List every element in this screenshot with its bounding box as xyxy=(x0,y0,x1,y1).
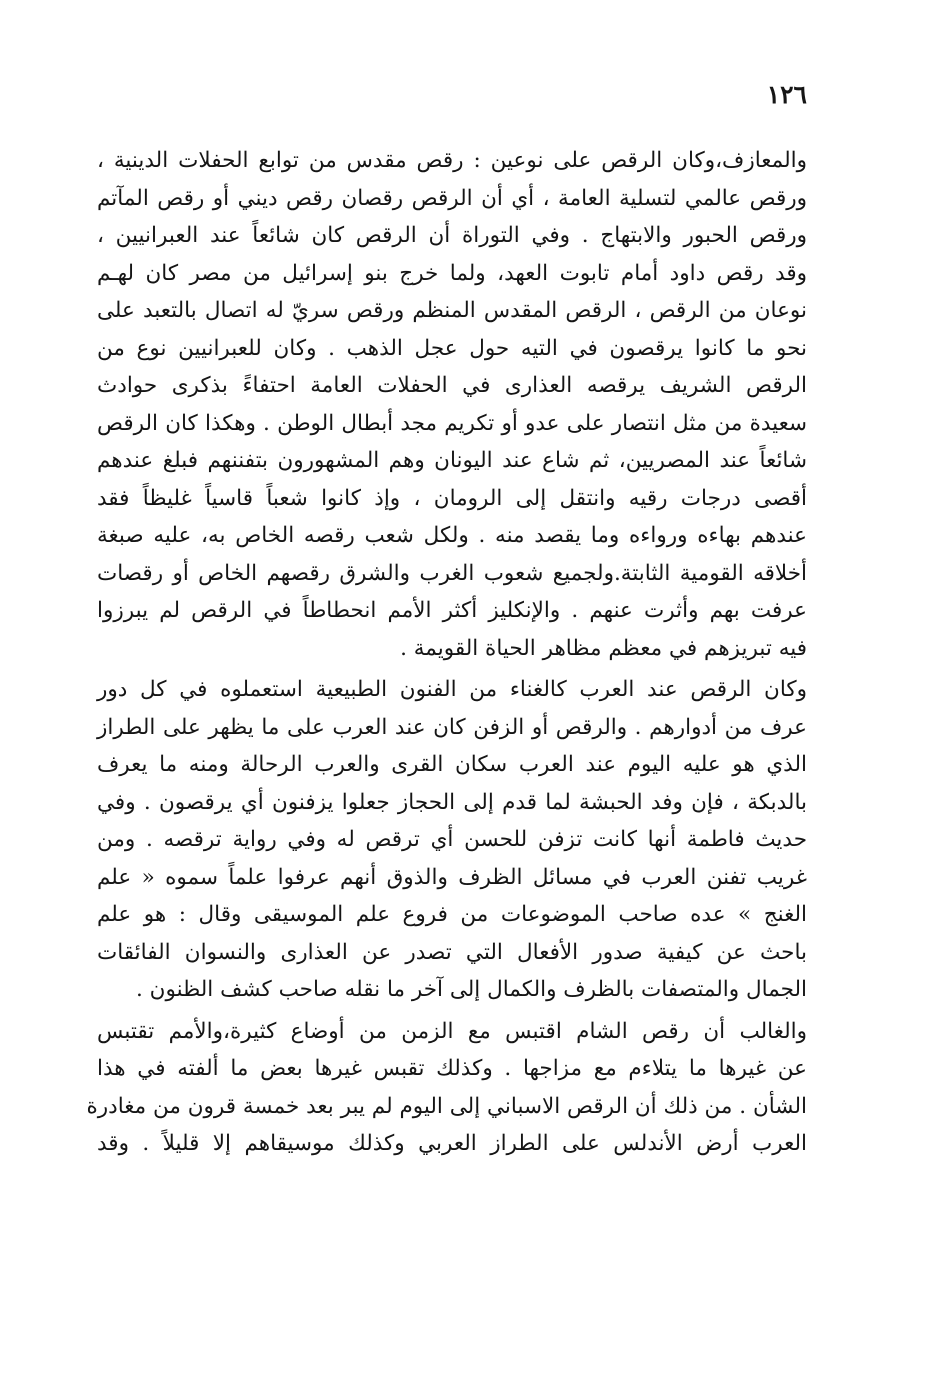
text-line: فيه تبريزهم في معظم مظاهر الحياة القويمة . xyxy=(400,635,807,661)
paragraph-3 xyxy=(86,1013,807,1163)
text-line: الشأن . من ذلك أن الرقص الاسباني إلى اليوم لم يبر بعد خمسة قرون من مغادرة xyxy=(86,1093,807,1119)
text-line: الرقص الشريف يرقصه العذارى في الحفلات العامة احتفاءً بذكرى حوادث xyxy=(97,373,807,398)
text-line: العرب أرض الأندلس على الطراز العربي وكذلك موسيقاهم إلا قليلاً . وقد xyxy=(97,1131,807,1156)
text-line: أخلاقه القومية الثابتة.ولجميع شعوب الغرب والشرق رقصهم الخاص أو رقصات xyxy=(97,560,807,586)
paragraph-2 xyxy=(97,671,807,1009)
text-line: سعيدة من مثل انتصار على عدو أو تكريم مجد أبطال الوطن . وهكذا كان الرقص xyxy=(97,410,807,436)
text-line: والمعازف،وكان الرقص على نوعين : رقص مقدس من توابع الحفلات الدينية ، xyxy=(97,148,807,173)
text-line: الجمال والمتصفات بالظرف والكمال إلى آخر ما نقله صاحب كشف الظنون . xyxy=(136,977,807,1002)
text-line: ورقص الحبور والابتهاج . وفي التوراة أن الرقص كان شائعاً عند العبرانيين ، xyxy=(97,223,807,248)
text-line: غريب تفنن العرب في مسائل الظرف والذوق أنهم عرفوا علماً سموه « علم xyxy=(97,864,807,890)
text-line: باحث عن كيفية صدور الأفعال التي تصدر عن العذارى والنسوان الفائقات xyxy=(97,939,807,965)
text-line: الذي هو عليه اليوم عند العرب سكان القرى والعرب الرحالة ومنه ما يعرف xyxy=(97,752,807,777)
text-line: والغالب أن رقص الشام اقتبس مع الزمن من أوضاع كثيرة،والأمم تقتبس xyxy=(97,1018,807,1044)
text-line: عن غيرها ما يتلاءم مع مزاجها . وكذلك تقبس غيرها بعض ما ألفته في هذا xyxy=(97,1056,807,1081)
text-line: الغنج » عده صاحب الموضوعات من فروع علم الموسيقى وقال : هو علم xyxy=(97,902,807,927)
body-text xyxy=(86,142,807,1163)
text-line: وقد رقص داود أمام تابوت العهد، ولما خرج بنو إسرائيل من مصر كان لهـم xyxy=(97,260,807,286)
text-line: عندهم بهاءه ورواءه وما يقصد منه . ولكل شعب رقصه الخاص به، عليه صبغة xyxy=(97,523,807,548)
text-line: بالدبكة ، فإن وفد الحبشة لما قدم إلى الحجاز جعلوا يزفنون أي يرقصون . وفي xyxy=(97,789,807,815)
paragraph-1 xyxy=(97,142,807,667)
text-line: أقصى درجات رقيه وانتقل إلى الرومان ، وإذ كانوا شعباً قاسياً غليظاً فقد xyxy=(97,485,807,511)
text-line: نوعان من الرقص ، الرقص المقدس المنظم ورقص سريّ له اتصال بالتعبد على xyxy=(97,298,807,323)
text-line: وكان الرقص عند العرب كالغناء من الفنون الطبيعية استعملوه في كل دور xyxy=(97,677,807,702)
text-line: نحو ما كانوا يرقصون في التيه حول عجل الذهب . وكان للعبرانيين نوع من xyxy=(97,335,807,361)
text-line: ورقص عالمي لتسلية العامة ، أي أن الرقص رقصان رقص ديني أو رقص المآتم xyxy=(97,185,807,211)
text-line: عرف من أدوارهم . والرقص أو الزفن كان عند العرب على ما يظهر على الطراز xyxy=(97,714,807,740)
page-number: ١٢٦ xyxy=(766,80,807,109)
text-line: حديث فاطمة أنها كانت تزفن للحسن أي ترقص له وفي رواية ترقصه . ومن xyxy=(97,827,807,852)
text-line: عرفت بهم وأثرت عنهم . والإنكليز أكثر الأمم انحطاطاً في الرقص لم يبرزوا xyxy=(97,598,807,623)
text-line: شائعاً عند المصريين، ثم شاع عند اليونان وهم المشهورون بتفننهم فبلغ عندهم xyxy=(97,448,807,473)
